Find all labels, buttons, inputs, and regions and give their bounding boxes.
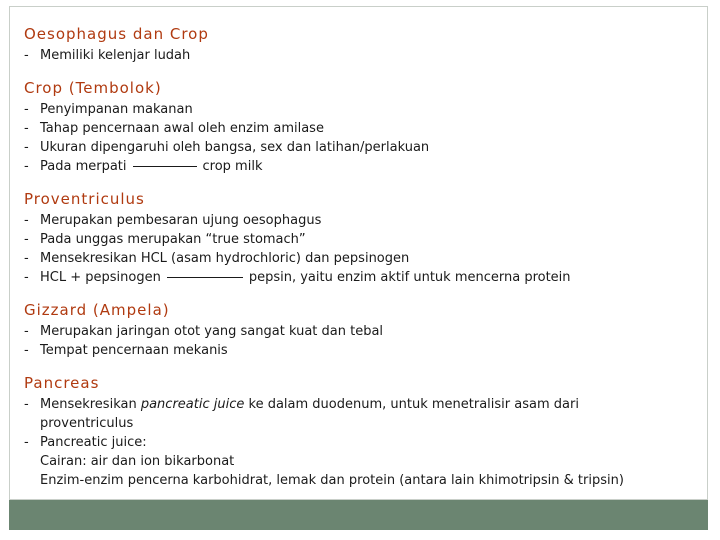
slide-content	[24, 24, 704, 503]
list-item: - Tempat pencernaan mekanis	[24, 343, 228, 358]
section-title: Oesophagus dan Crop	[24, 25, 209, 43]
section-title: Crop (Tembolok)	[24, 79, 162, 97]
list-item: - Pada unggas merupakan “true stomach”	[24, 232, 306, 247]
list-item-continuation: proventriculus	[40, 416, 134, 431]
section-crop	[24, 78, 704, 176]
section-title: Pancreas	[24, 374, 100, 392]
list-item: - Merupakan pembesaran ujung oesophagus	[24, 213, 322, 228]
section-title: Proventriculus	[24, 190, 145, 208]
slide-footer-bar	[9, 500, 708, 530]
section-title: Gizzard (Ampela)	[24, 301, 170, 319]
section-oesophagus-crop	[24, 24, 704, 65]
list-item: - Penyimpanan makanan	[24, 102, 193, 117]
list-item: - Merupakan jaringan otot yang sangat kuat dan tebal	[24, 324, 384, 339]
section-pancreas	[24, 373, 704, 490]
list-item-detail: Cairan: air dan ion bikarbonat	[40, 454, 235, 469]
list-item: - Memiliki kelenjar ludah	[24, 48, 191, 63]
section-gizzard	[24, 300, 704, 360]
list-item: - HCL + pepsinogen pepsin, yaitu enzim aktif untuk mencerna protein	[24, 270, 571, 285]
list-item: - Ukuran dipengaruhi oleh bangsa, sex dan latihan/perlakuan	[24, 140, 430, 155]
list-item-detail: Enzim-enzim pencerna karbohidrat, lemak dan protein (antara lain khimotripsin & tripsin)	[40, 473, 624, 488]
reaction-line	[167, 277, 243, 278]
list-item: - Pancreatic juice:	[24, 435, 147, 450]
list-item: - Mensekresikan pancreatic juice ke dalam duodenum, untuk menetralisir asam dari	[24, 397, 579, 412]
section-proventriculus	[24, 189, 704, 287]
list-item: - Tahap pencernaan awal oleh enzim amilase	[24, 121, 324, 136]
list-item: - Mensekresikan HCL (asam hydrochloric) dan pepsinogen	[24, 251, 410, 266]
list-item: - Pada merpati crop milk	[24, 159, 263, 174]
reaction-line	[133, 166, 197, 167]
